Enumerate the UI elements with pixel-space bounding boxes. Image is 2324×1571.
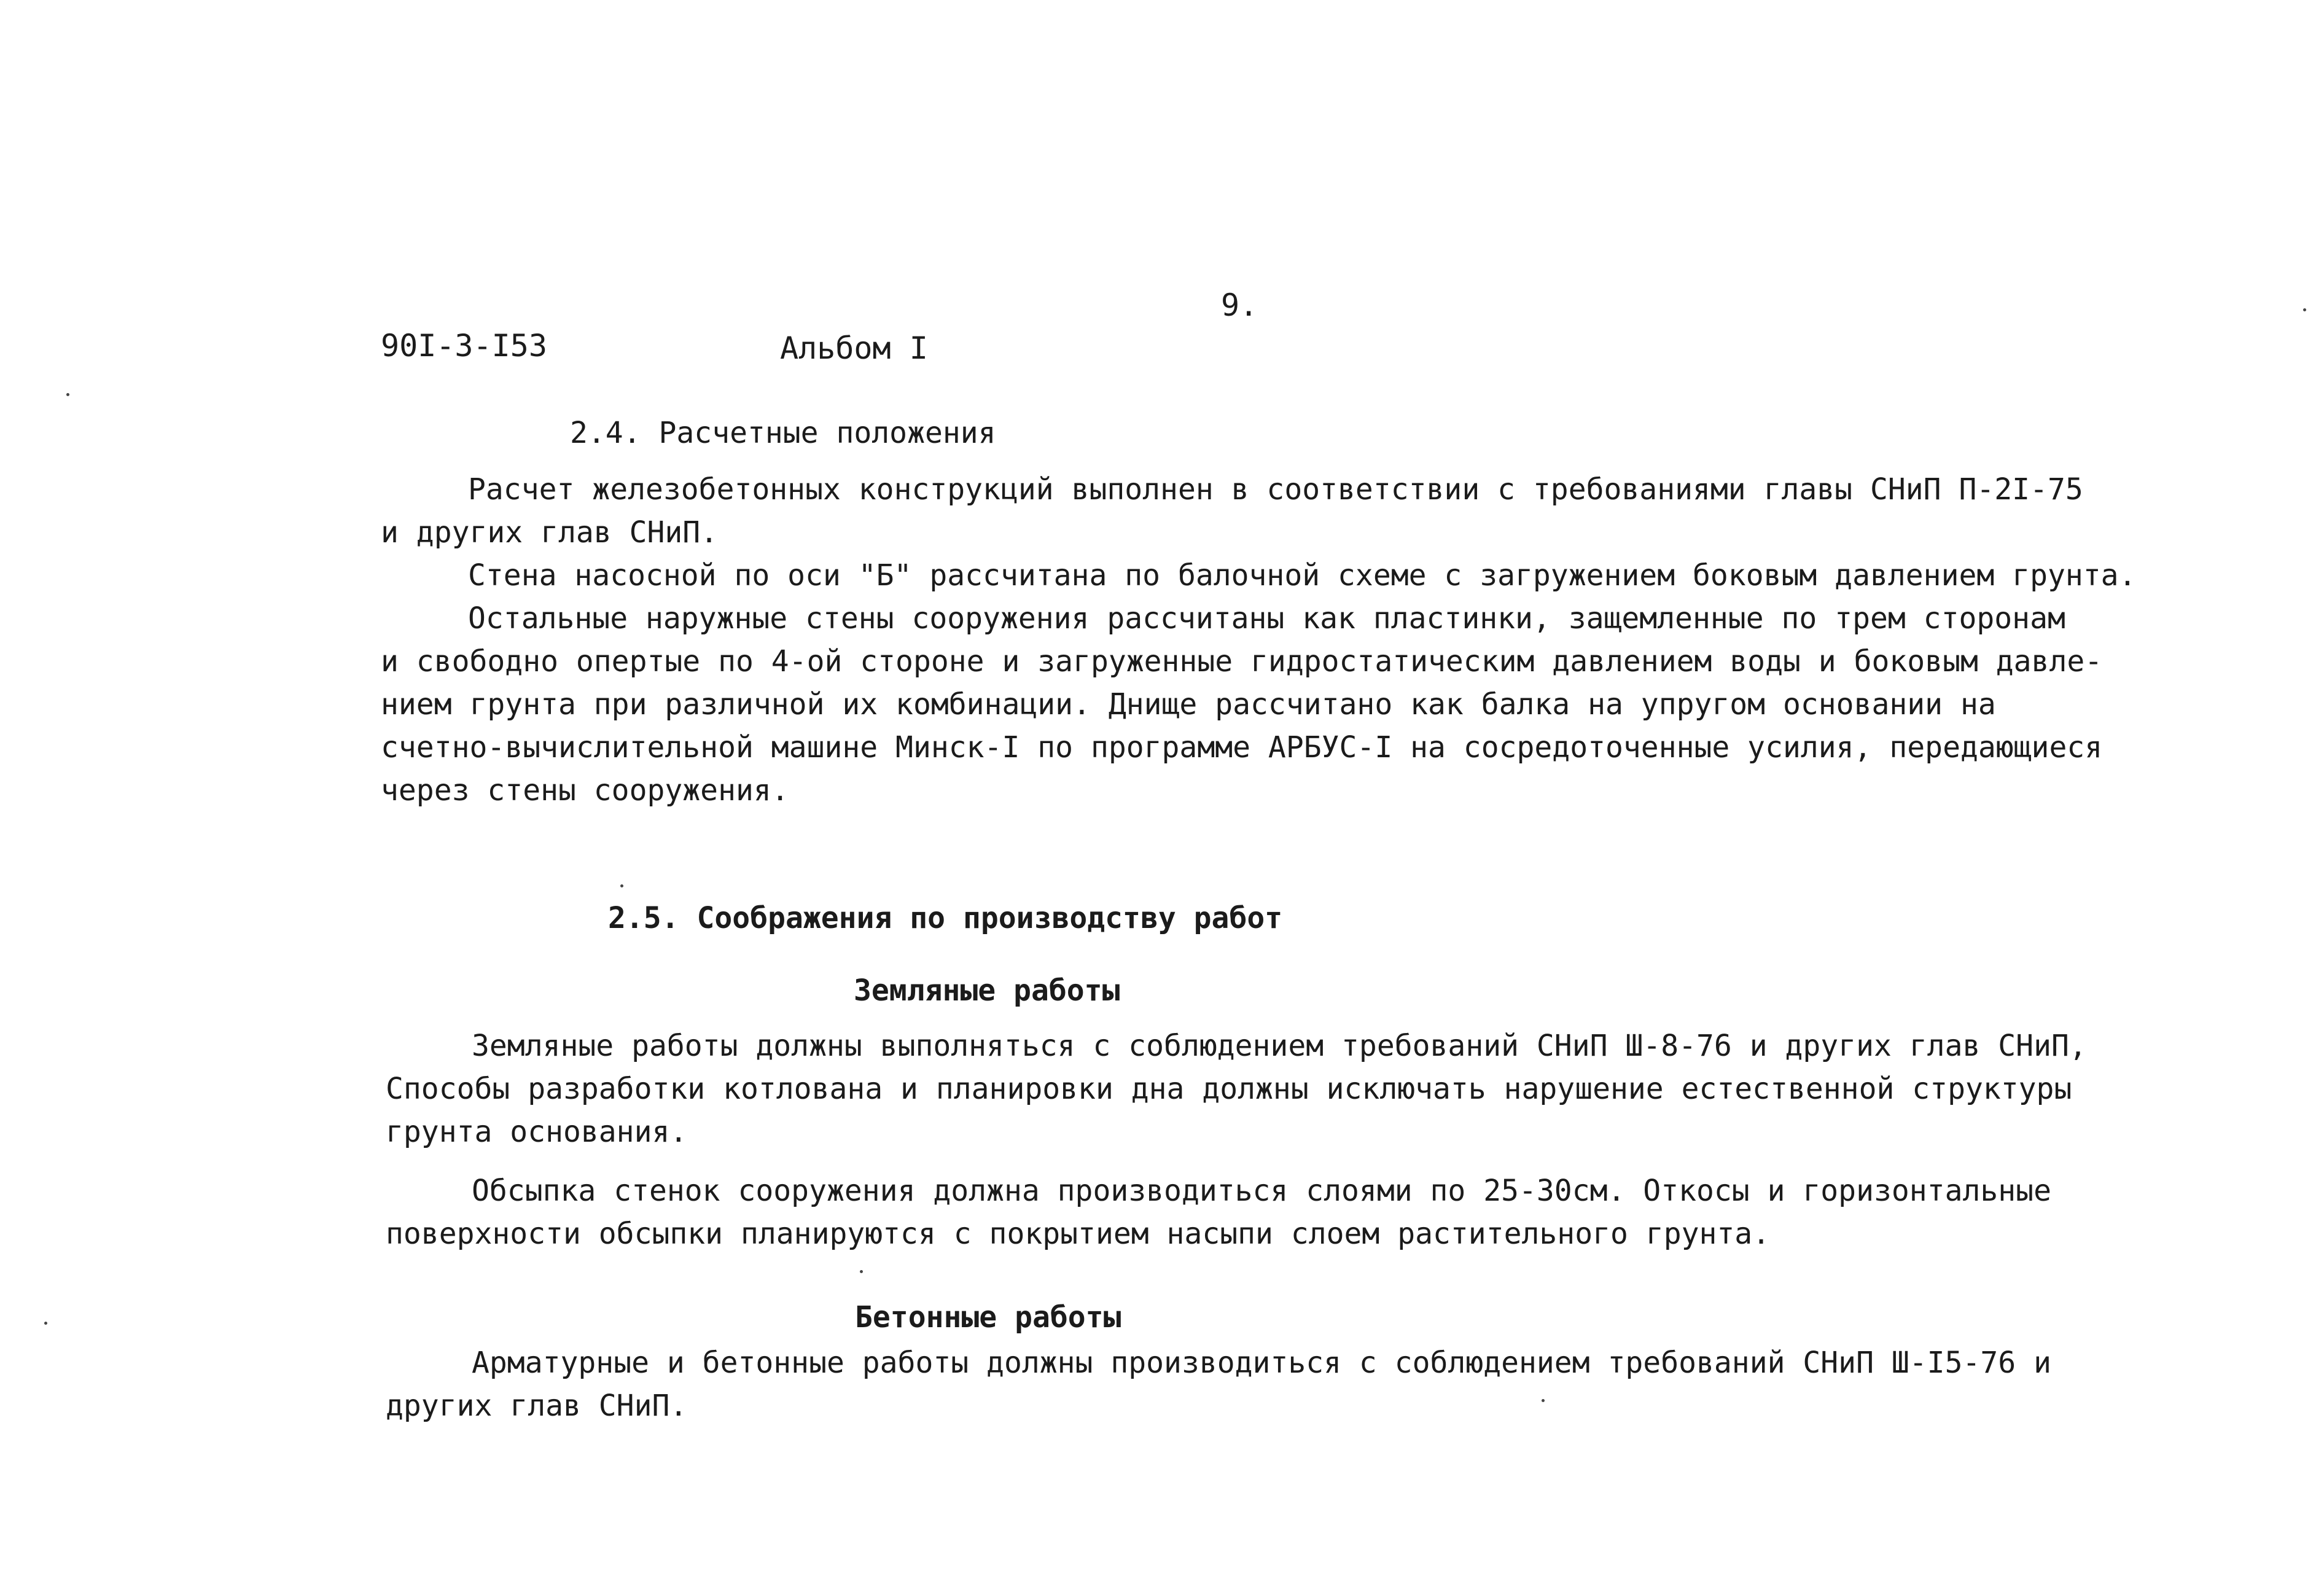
paragraph-line: Стена насосной по оси "Б" рассчитана по балочной схеме с загружением боковым давлением грунта. <box>468 558 2137 593</box>
paragraph-line: через стены сооружения. <box>381 773 789 808</box>
paragraph-line: поверхности обсыпки планируются с покрытием насыпи слоем растительного грунта. <box>386 1217 1771 1251</box>
paragraph-line: других глав СНиП. <box>386 1389 688 1423</box>
paragraph-line: Расчет железобетонных конструкций выполнен в соответствии с требованиями главы СНиП П-2I-75 <box>468 472 2083 507</box>
paragraph-line: счетно-вычислительной машине Минск-I по программе АРБУС-I на сосредоточенные усилия, передающиеся <box>381 730 2103 765</box>
concrete-subheading: Бетонные работы <box>855 1300 1121 1335</box>
paragraph-line: и других глав СНиП. <box>381 515 719 550</box>
scan-speck <box>620 884 623 887</box>
paragraph-line: нием грунта при различной их комбинации. Днище рассчитано как балка на упругом основании на <box>381 687 1996 722</box>
paragraph-line: и свободно опертые по 4-ой стороне и загруженные гидростатическим давлением воды и боковым давле- <box>381 644 2103 679</box>
section-2-5-heading: 2.5. Соображения по производству работ <box>608 901 1283 935</box>
scan-speck <box>1542 1399 1545 1402</box>
page-number: 9. <box>1221 287 1258 323</box>
document-code: 90I-3-I53 <box>381 328 547 364</box>
paragraph-line: Остальные наружные стены сооружения рассчитаны как пластинки, защемленные по трем сторонам <box>468 601 2065 636</box>
scan-speck <box>66 393 69 396</box>
paragraph-line: Земляные работы должны выполняться с соблюдением требований СНиП Ш-8-76 и других глав СНиП, <box>472 1029 2087 1063</box>
paragraph-line: Способы разработки котлована и планировки дна должны исключать нарушение естественной структуры <box>386 1072 2072 1106</box>
scan-speck <box>2303 308 2306 311</box>
paragraph-line: Обсыпка стенок сооружения должна производиться слоями по 25-30см. Откосы и горизонтальные <box>472 1174 2051 1208</box>
earthworks-subheading: Земляные работы <box>854 973 1120 1008</box>
scan-speck <box>44 1322 47 1325</box>
paragraph-line: грунта основания. <box>386 1115 688 1149</box>
paragraph-line: Арматурные и бетонные работы должны производиться с соблюдением требований СНиП Ш-I5-76 и <box>472 1346 2051 1380</box>
album-label: Альбом I <box>780 330 928 366</box>
section-2-4-heading: 2.4. Расчетные положения <box>570 416 996 450</box>
scan-speck <box>860 1270 863 1273</box>
